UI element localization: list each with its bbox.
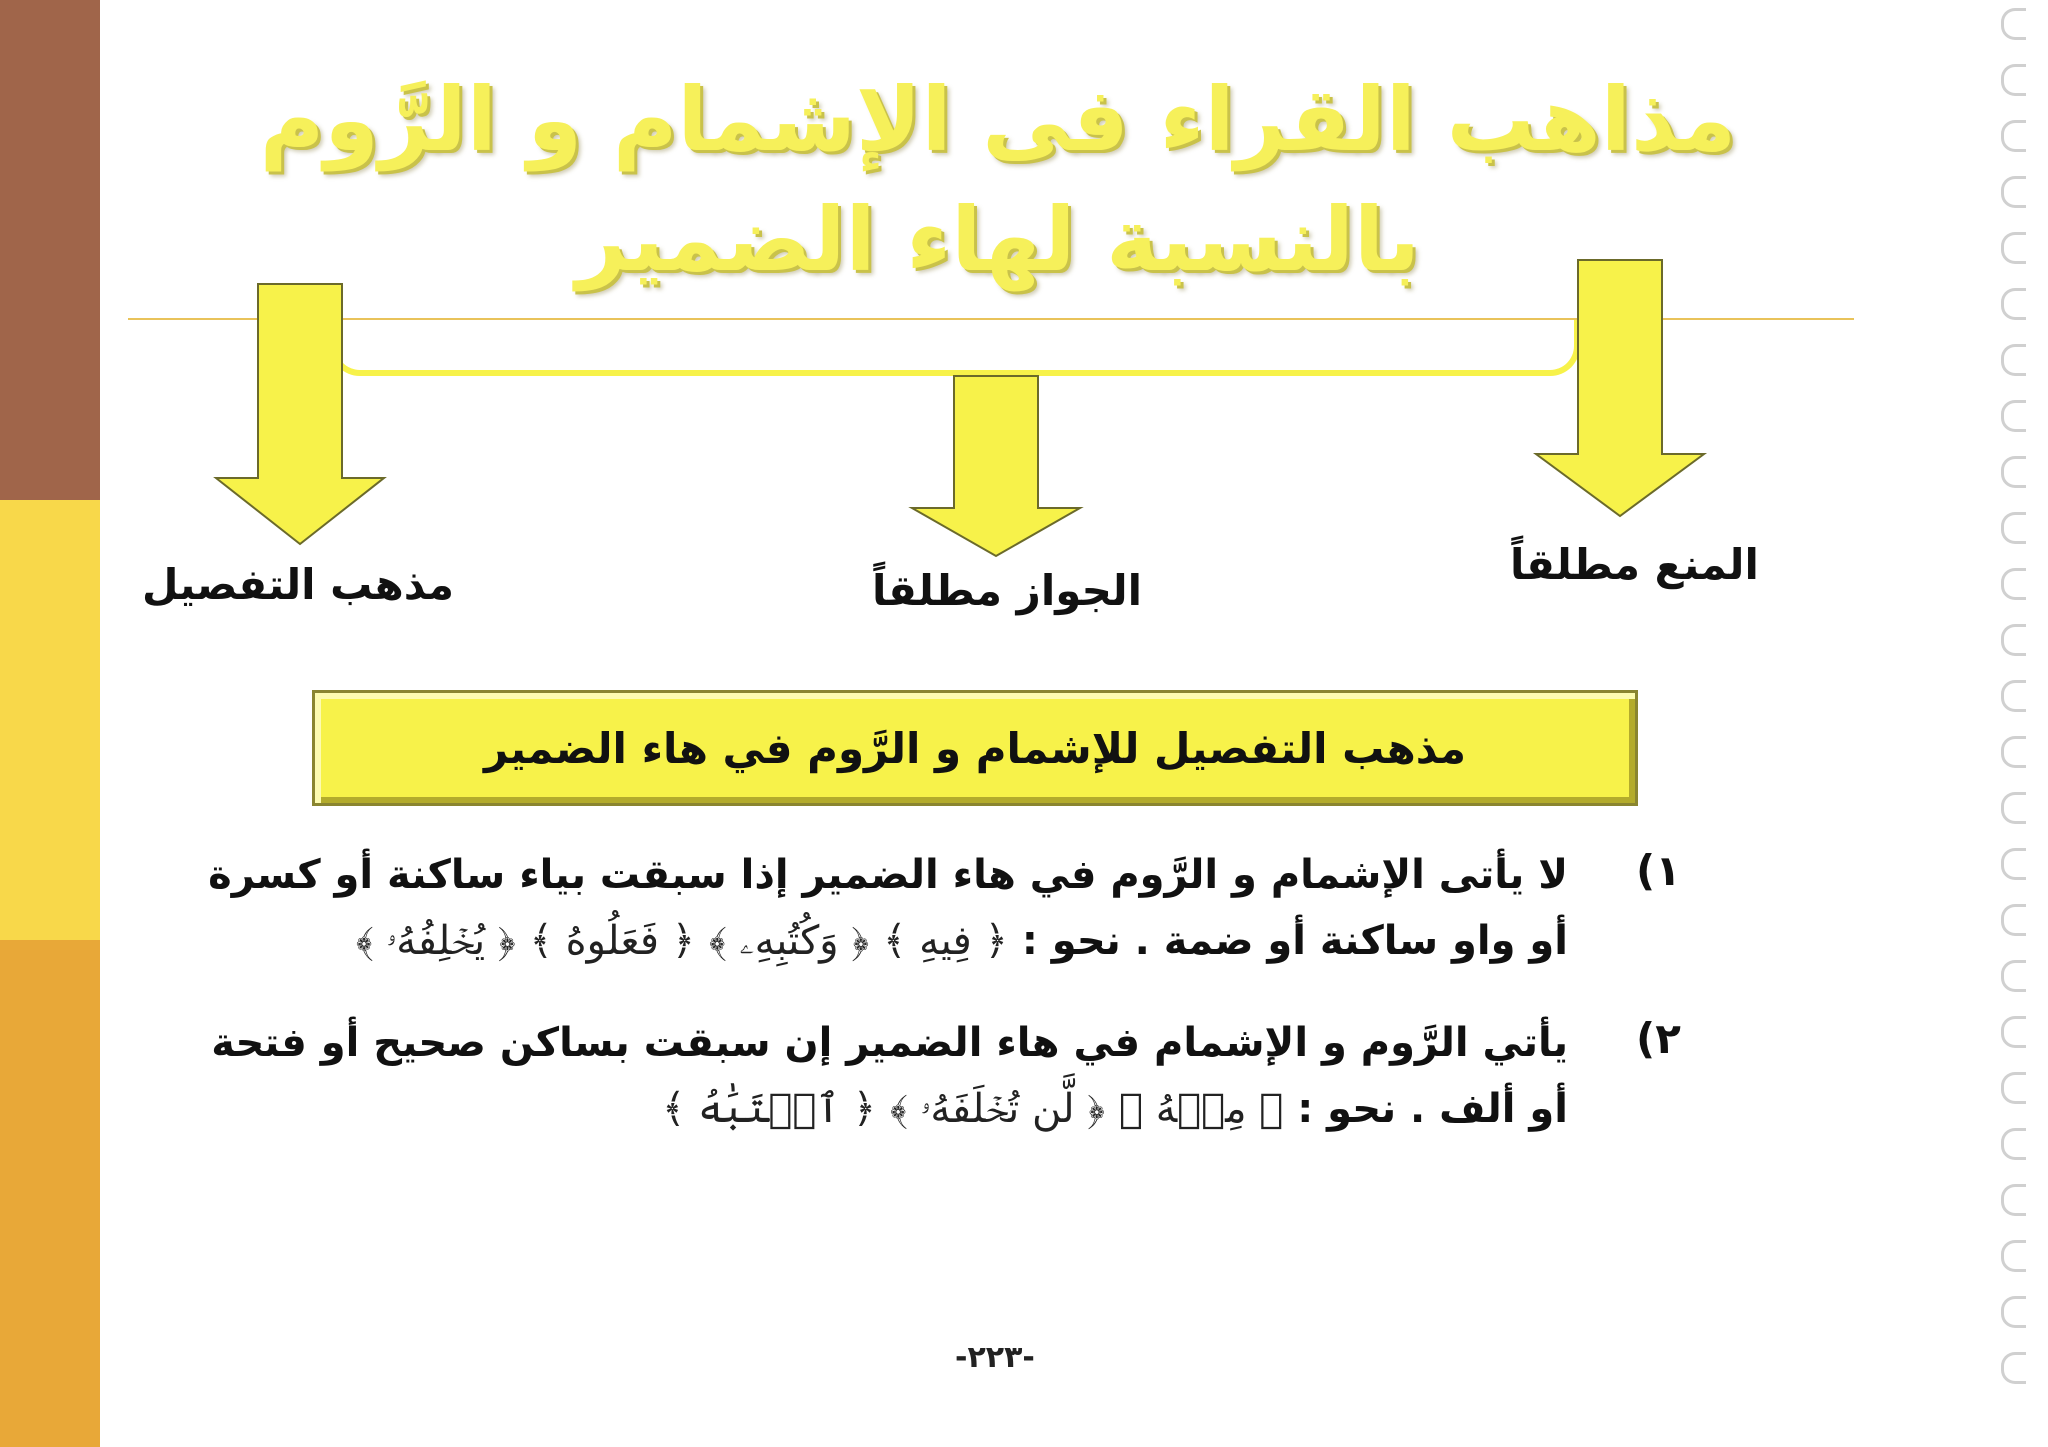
binding-ring-icon	[2001, 1128, 2026, 1160]
rule-1-number: ١)	[1636, 846, 1681, 895]
binding-ring-icon	[2001, 960, 2026, 992]
binding-ring-icon	[2001, 400, 2026, 432]
binding-ring-icon	[2001, 288, 2026, 320]
rule-2-line-1: يأتي الرَّوم و الإشمام في هاء الضمير إن سبقت بساكن صحيح أو فتحة	[211, 1020, 1568, 1066]
section-banner	[312, 690, 1638, 806]
binding-ring-icon	[2001, 344, 2026, 376]
binding-ring-icon	[2001, 120, 2026, 152]
arrow-center-down	[908, 374, 1084, 560]
rule-2-text	[198, 1010, 1568, 1142]
binding-ring-icon	[2001, 1240, 2026, 1272]
branch-label-absolute-prohibition: المنع مطلقاً	[1510, 540, 1759, 589]
page-number: -٢٢٣-	[955, 1340, 1035, 1375]
rule-2-number: ٢)	[1636, 1014, 1681, 1063]
rule-1-example-4: ﴿ يُخۡلِفُهُۥ ﴾	[355, 918, 516, 964]
page-title: مذاهب القراء فى الإشمام و الرَّوم بالنسبة لهاء الضمير	[259, 68, 1737, 291]
binding-ring-icon	[2001, 456, 2026, 488]
branch-label-absolute-permission: الجواز مطلقاً	[872, 566, 1143, 615]
side-strip-orange	[0, 940, 100, 1447]
side-strip-yellow	[0, 500, 100, 940]
binding-ring-icon	[2001, 1016, 2026, 1048]
binding-ring-icon	[2001, 64, 2026, 96]
binding-ring-icon	[2001, 1072, 2026, 1104]
binding-ring-icon	[2001, 1296, 2026, 1328]
binding-ring-icon	[2001, 736, 2026, 768]
rule-2-example-3: ﴿ ٱجۡتَبَٰهُ ﴾	[661, 1086, 877, 1132]
binding-ring-icon	[2001, 176, 2026, 208]
rule-1-text	[198, 842, 1568, 974]
rule-2-example-2: ﴿ لَّن تُخۡلَفَهُۥ ﴾	[889, 1086, 1106, 1132]
binding-ring-icon	[2001, 8, 2026, 40]
binding-ring-icon	[2001, 568, 2026, 600]
arrow-left-down	[212, 282, 388, 548]
binding-ring-icon	[2001, 680, 2026, 712]
binding-ring-icon	[2001, 1184, 2026, 1216]
binding-ring-icon	[2001, 232, 2026, 264]
rule-1-example-2: ﴿ وَكُتُبِهِۦ ﴾	[709, 918, 870, 964]
rule-2-line-2	[198, 1076, 1568, 1142]
binding-ring-icon	[2001, 1352, 2026, 1384]
rule-1-line-2-prefix: أو واو ساكنة أو ضمة . نحو :	[1021, 918, 1568, 964]
binding-ring-icon	[2001, 904, 2026, 936]
rule-1-example-1: ﴿ فِيهِ ﴾	[882, 918, 1008, 964]
rule-1-line-2	[198, 908, 1568, 974]
rule-2-line-2-prefix: أو ألف . نحو :	[1297, 1086, 1568, 1132]
section-banner-text: مذهب التفصيل للإشمام و الرَّوم في هاء الضمير	[483, 723, 1467, 773]
arrow-right-down	[1532, 258, 1708, 520]
binding-ring-icon	[2001, 792, 2026, 824]
rule-2-example-1: ﴿ مِنۡهُ ﴾	[1118, 1086, 1284, 1132]
side-strip-brown	[0, 0, 100, 500]
binding-ring-icon	[2001, 624, 2026, 656]
rule-1-example-3: ﴿ فَعَلُوهُ ﴾	[529, 918, 696, 964]
rule-1-line-1: لا يأتى الإشمام و الرَّوم في هاء الضمير إذا سبقت بياء ساكنة أو كسرة	[208, 852, 1568, 898]
diagram-connector	[330, 320, 1580, 376]
branch-label-detailed-view: مذهب التفصيل	[142, 560, 455, 609]
binding-ring-icon	[2001, 848, 2026, 880]
binding-ring-icon	[2001, 512, 2026, 544]
